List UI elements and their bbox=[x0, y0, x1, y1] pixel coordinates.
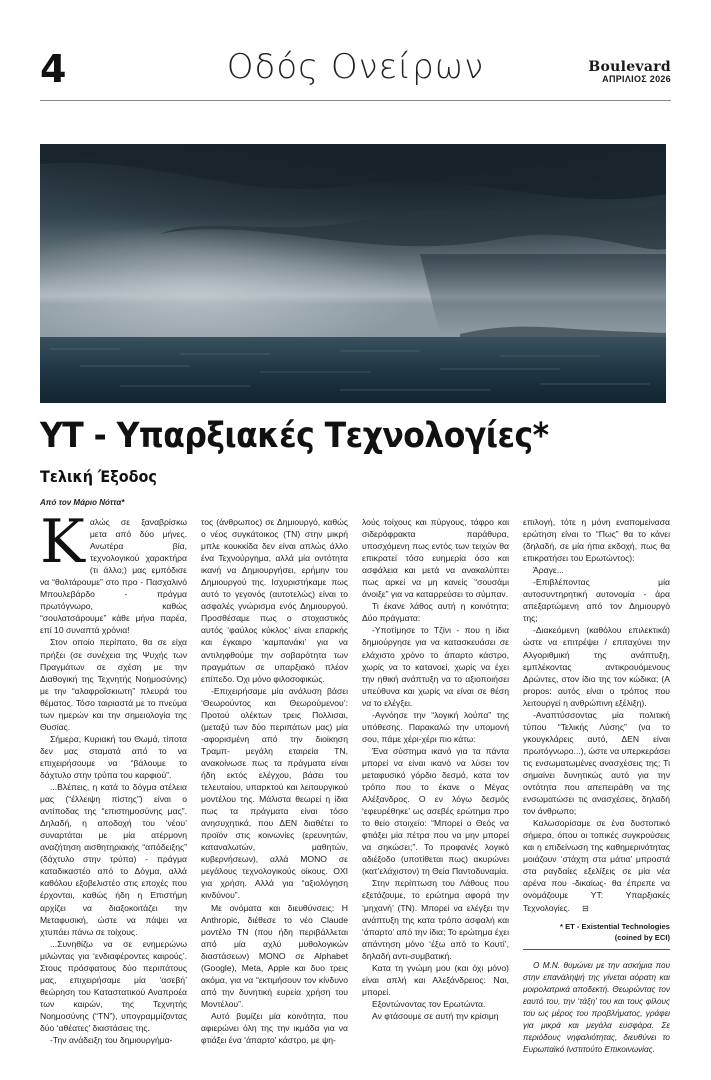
paragraph: -Επιχειρήσαμε μία ανάλυση βάσει ‘Θεωρούντος και Θεωρούμενου’: Προτού ολέκτων τρεις Πολλισαι, (μεταξύ των δύο περιπάτων μας) μία -αφορισμένη από την διοίκηση Τραμπ- μεγάλη εταιρεία ΤΝ, ανακοίνωσε πως τα πράγματα είναι ήδη εκτός ελέγχου, βάσει του τελευταίου, υπαρκτού και λειτουργικού μοντέλου της. Μάλιστα θεωρεί η ίδια πως τα πράγματα είναι τόσο ανησυχητικά, που ΔΕΝ διαθέτει το προϊόν στις κοινωνίες (ερευνητών, καταναλωτών, μαθητών, κυβερνήσεων), αλλά ΜΟΝΟ σε μεγάλους τεχνολογικούς οίκους. ΟΧΙ για χρήση. Αλλά για “αξιολόγηση κινδύνου”. bbox=[201, 685, 348, 901]
column-1 bbox=[40, 507, 187, 1046]
article-body bbox=[40, 507, 671, 1076]
byline: Από τον Μάριο Νόττα* bbox=[40, 498, 125, 507]
paragraph: ...Συνηθίζω να σε ενημερώνω μιλώντας για ‘ενδιαφέροντες καιρούς’. Στους πρόσφατους δύο περιπάτους μας, επιχειρήσαμε μία ‘ασεβή’ θεώρηση του Καταστατικού Αναπροέα των καιρών, της Τεχνητής Νοημοσύνης (“ΤΝ”), υπογραμμίζοντας δύο ‘αθέατες’ διαστάσεις της. bbox=[40, 938, 187, 1033]
paragraph: Σήμερα, Κυριακή του Θωμά, τίποτα δεν μας σταματά από το να επιχειρήσουμε να “βάλουμε το δάχτυλο στην τρύπα του καρφιού”. bbox=[40, 733, 187, 780]
footnote-line: * ΕΤ - Existential Technologies bbox=[560, 921, 670, 931]
publication-name: Boulevard bbox=[588, 59, 671, 75]
page-number: 4 bbox=[40, 47, 67, 91]
paragraph: Τι έκανε λάθος αυτή η κοινότητα; Δύο πράγματα: bbox=[362, 601, 509, 624]
paragraph: -Αναπτύσσοντας μία πολιτική τύπου “Τελικής Λύσης” (να το γκουγκλάρεις αυτό, ΔΕΝ είναι πρωτόγνωρο...), ώστε να υπερκεράσει τις ενσωματωμένες ανασχέσεις της; Τι σημαίνει δυνητικώς αυτό για την οντότητα που απεπειράθη να της ενσωματώσει τις ανασχέσεις, δηλαδή τον άνθρωπο; bbox=[523, 709, 671, 817]
paragraph bbox=[523, 817, 670, 914]
paragraph: -Αγνόησε την “λογική λούπα” της υπόθεσης. Παρακαλώ την υπομονή σου, πάμε χέρι-χέρι πιο κάτω: bbox=[362, 709, 509, 744]
storm-sea-photo bbox=[40, 144, 666, 403]
paragraph: Άραγε... bbox=[533, 565, 564, 576]
paragraph: τος (άνθρωπος) σε Δημιουργό, καθώς ο νέος συγκάτοικος (ΤΝ) στην μικρή μπλε κουκκίδα δεν είναι απλώς άλλο ένα Τεχνούργημα, αλλά μία οντότητα ικανή να Δημιουργήσει, ερήμην του Δημιουργού της. Ισχυριστήκαμε πως αυτό το γεγονός (αυτοτελώς) είναι το ασφαλές γνώρισμα ενός Δημιουργού. Προσθέσαμε πως ο στοχαστικός αυτός ‘φαύλος κύκλος’ είναι επαρκής και έγκαιρο ‘καμπανάκι’ για να αντιληφθούμε την σοβαρότητα των πραγμάτων σε υπαρξιακό πλέον επίπεδο. Όχι μόνο φιλοσοφικώς. bbox=[201, 517, 348, 684]
paragraph: Με ονόματα και διευθύνσεις: Η Anthropic, διέθεσε το νέο Claude μοντέλο ΤΝ (που ήδη περιβάλλεται από μία αχλύ μυθολογικών διαστάσεων) ΜΟΝΟ σε Alphabet (Google), Meta, Apple και δυο τρεις ακόμα, για να “εκτιμήσουν τον κίνδυνο από την δυνητική ευρεία χρήση του Μοντέλου”. bbox=[201, 902, 348, 1009]
drop-cap: Κ bbox=[40, 507, 85, 577]
footnote-divider bbox=[523, 949, 670, 950]
paragraph: Στην περίπτωση του Λάθους που εξετάζουμε, το ερώτημα αφορά την ‘μηχανή’ (ΤΝ). Μπορεί να ελέγξει την ανάπτυξη της κατα τρόπο ασφαλή και ‘άπαρτο’ από την ίδια; Το ερώτημα έχει απάντηση μόνο ‘έξω από το Κουτί’, δηλαδή αντι-συμβατική. bbox=[362, 878, 509, 961]
author-bio-text: Ο Μ.Ν. θυμώνει με την ασκήμια που στην επανάληψή της γίνεται αόρατη και μοιρολατρικά αποδεκτή. Θεωρώντας τον εαυτό του, την ‘τάξη’ του και τους φίλους του ως μέρος του προβλήματος, γράφει για μικρά και μεγάλα ευσφάρα. Σε περιόδους νηφαλιότητας, διευθύνει το Ευρωπαϊκό Ινστιτούτο Επικοινωνίας. bbox=[523, 960, 670, 1054]
paragraph: αλώς σε ξαναβρίσκω μετα από δύο μήνες. Ανωτέρα βία, τεχνολογικού χαρακτήρα (τι άλλο;) μας εμπόδισε να “θολτάρουμε” στο προ - Πασχαλινό Μπουλεβάρδο - πράγμα πρωτόγνωρο, καθώς “σουλατσάρουμε” κάθε μήνα παρέα, επί 10 συναπτά χρόνια! bbox=[40, 517, 187, 636]
paragraph: Εξοντώνοντας τον Ερωτώντα. bbox=[372, 998, 486, 1009]
issue-date: ΑΠΡΙΛΙΟΣ 2026 bbox=[602, 74, 671, 85]
paragraph: ...Βλέπεις, η κατά το δόγμα ατέλεια μας (“έλλειψη πίστης”) είναι ο αντίποδας της “επιστημοσύνης μας”. Δηλαδή, η αποδοχή του ‘νέου’ συναρτάται με μία ατέρμονη αναζήτηση αισθητηριακής “απόδειξης” (δάχτυλο στην τρύπα) - πράγμα καταδικαστέο από το Δόγμα, αλλά καθόλου εξοβελιστέο στις εποχές που έρχονται, καθώς ήδη η Επιστήμη αρχίζει να διαξοκοιτάζει την Μεταφυσική, ώστε να πάψει να χτυπάει πάνω σε τοίχους. bbox=[40, 782, 187, 937]
paragraph: -Την ανάδειξη του δημιουργήμα- bbox=[50, 1035, 173, 1046]
paragraph: επιλογή, τότε η μόνη εναπομείνασα ερώτηση είναι το “Πως” θα το κάνει (δηλαδή, σε μία ήπια εκδοχή, πως θα επικρατήσει του Ερωτώντος): bbox=[523, 517, 670, 564]
author-bio bbox=[523, 960, 670, 1056]
paragraph: -Διακεόμενη (καθόλου επιλεκτικά) ώστε να επιτρέψει / επιταχύνει την Αλγοριθμική της ανάπτυξη, εμπλέκοντας αντικρουόμενους Δρώντες, στον ίδιο της τον κώδικα; (Α propos: αυτός είναι ο τρόπος που λειτουργεί η ανθρώπινη εξέλιξη). bbox=[523, 625, 670, 708]
column-4 bbox=[523, 516, 670, 1056]
paragraph: Αν φτάσουμε σε αυτή την κρίσιμη bbox=[372, 1010, 499, 1021]
footnote bbox=[523, 921, 670, 943]
column-3 bbox=[362, 516, 509, 1022]
section-title: Οδός Ονείρων bbox=[226, 47, 485, 87]
column-2 bbox=[201, 516, 348, 1046]
paragraph: Αυτό βυμίζει μία κοινότητα, που αφιερώνει όλη της την ικμάδα για να φτιάξει ένα ‘άπαρτο’ κάστρο, με ψη- bbox=[201, 1010, 348, 1046]
paragraph: Στον οποίο περίπατο, θα σε είχα πρήξει (σε συνέχεια της Ψυχής των Πραγμάτων σε σχέση με την Διαθογική της Τεχνητής Νοημοσύνης) με την “αλαφροΐσκιωτη” πλευρά του θέματος. Τόσο ταιριαστά με το πνεύμα των ημερών και την σημειολογία της Θυσίας. bbox=[40, 637, 187, 732]
paragraph: -Επιβλέποντας μία αυτοσυντηρητική αυτονομία - άρα απεξαρτώμενη από τον Δημιουργό της; bbox=[523, 577, 670, 624]
article-title: ΥΤ - Υπαρξιακές Τεχνολογίες* bbox=[40, 416, 549, 456]
paragraph: -Υποτίμησε το Τζίνι - που η ίδια δημιούργησε για να κατασκευάσει σε ελάχιστο χρόνο το άπαρτο κάστρο, χωρίς να το κατανοεί, χωρίς να έχει την ηθική ανάπτυξη να το αξιοποιήσει υπεύθυνα και χωρίς να είναι σε θέση να το ελέγξει. bbox=[362, 625, 509, 708]
paragraph: Κατα τη γνώμη μου (και όχι μόνο) είναι απλή και Αλεξάνδρειος: Ναι, μπορεί. bbox=[362, 962, 509, 997]
header-rule bbox=[40, 100, 671, 101]
paragraph: λούς τοίχους και πύργους, τάφρο και σιδερόφρακτα παράθυρα, υποσχόμενη πως εντός των τειχών θα επικρατεί τόσο ευημερία όσο και ασφάλεια και μετά να ανακαλύπτει πως αρκεί να μη κανείς “σουσάμι άνοιξε” για να καταρρεύσει το σύμπαν. bbox=[362, 517, 509, 600]
paragraph: Ένα σύστημα ικανό για τα πάντα μπορεί να είναι ικανό να λύσει τον μεταφυσικό γόρδιο δεσμό, κατα τον τρόπο που το έκανε ο Μέγας Αλέξανδρος. Ο εν λόγω δεσμός ‘εφευρέθηκε’ ως ασεβές ερώτημα προ το θείο στοιχείο: “Μπορεί ο Θεός να φτιάξει μία πέτρα που να μην μπορεί να σηκώσει;”. Το προφανές λογικό αδιέξοδο (υποτίθεται πως) ακυρώνει (κατ’ελάχιστον) τη Θεία Παντοδυναμία. bbox=[362, 745, 509, 877]
masthead bbox=[588, 60, 671, 85]
footnote-line: (coined by ECI) bbox=[614, 932, 670, 942]
article-subtitle: Τελική Έξοδος bbox=[40, 467, 157, 486]
paragraph-text: Καλωσορίσαμε σε ένα δυστοπικό σήμερα, όπου οι τοπικές συγκρούσεις και η επιδείνωση της καθημερινότητας μοιάζουν ‘στάχτη στα μάτια’ μπροστά στα ραγδαίες εξελίξεις σε μία νέα αρένα που -δικαίως- θα έπρεπε να ονομάζουμε ΥΤ: Υπαρξιακές Τεχνολογίες. bbox=[523, 818, 670, 913]
end-of-article-icon: ⊟ bbox=[582, 903, 589, 913]
